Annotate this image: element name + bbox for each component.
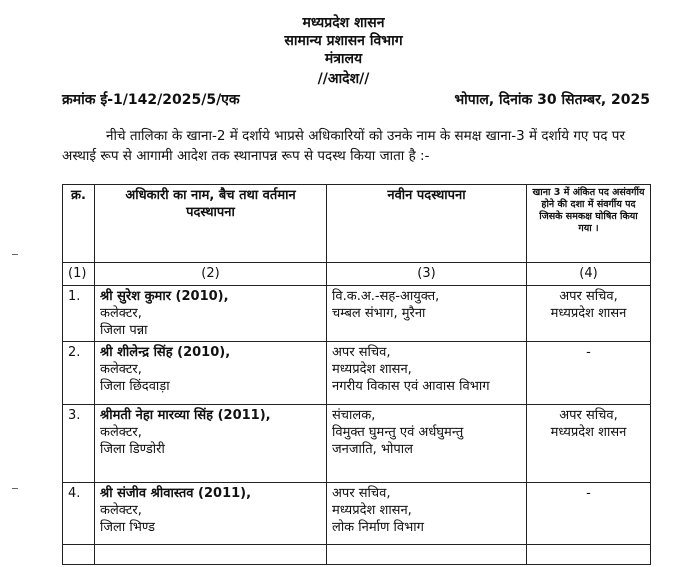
- new-posting-line: नगरीय विकास एवं आवास विभाग: [332, 379, 490, 394]
- department-title: सामान्य प्रशासन विभाग: [284, 33, 403, 49]
- officer-cell: [95, 483, 327, 545]
- declared-post-cell: [527, 483, 651, 545]
- secretariat-title: मंत्रालय: [324, 51, 363, 67]
- table-row: [63, 342, 651, 405]
- officer-name: श्रीमती नेहा मारव्या सिंह (2011),: [100, 408, 271, 423]
- current-post: कलेक्टर,: [100, 425, 142, 440]
- officer-cell: [95, 405, 327, 483]
- declared-post-line: मध्यप्रदेश शासन: [550, 306, 627, 321]
- new-posting-cell: [327, 342, 527, 405]
- place-date: भोपाल, दिनांक 30 सितम्बर, 2025: [454, 92, 650, 108]
- new-posting-line: अपर सचिव,: [332, 345, 391, 360]
- row-sno: 1.: [63, 286, 95, 342]
- column-number: (4): [527, 263, 651, 286]
- empty-cell: [527, 545, 651, 565]
- new-posting-line: अपर सचिव,: [332, 486, 391, 501]
- header-declared-post: खाना 3 में अंकित पद असंवर्गीय होने की दशा में संवर्गीय पद जिसके समकक्ष घोषित किया गया ।: [527, 185, 651, 263]
- table-row: [63, 405, 651, 483]
- row-sno: 3.: [63, 405, 95, 483]
- intro-paragraph: [62, 126, 662, 166]
- current-place: जिला भिण्ड: [100, 520, 155, 535]
- column-number: (2): [95, 263, 327, 286]
- margin-mark: [12, 254, 18, 255]
- new-posting-line: संचालक,: [332, 408, 376, 423]
- current-place: जिला छिंदवाड़ा: [100, 379, 170, 394]
- new-posting-line: वि.क.अ.-सह-आयुक्त,: [332, 289, 440, 304]
- postings-table: [62, 184, 651, 565]
- officer-name: श्री सुरेश कुमार (2010),: [100, 289, 229, 304]
- empty-cell: [327, 545, 527, 565]
- table-row-partial: [63, 545, 651, 565]
- current-place: जिला डिण्डोरी: [100, 442, 165, 457]
- new-posting-line: मध्यप्रदेश शासन,: [332, 503, 412, 518]
- current-post: कलेक्टर,: [100, 503, 142, 518]
- new-posting-line: जनजाति, भोपाल: [332, 442, 413, 457]
- header-new-posting: नवीन पदस्थापना: [327, 185, 527, 263]
- margin-mark: [12, 488, 18, 489]
- empty-cell: [63, 545, 95, 565]
- declared-post-line: अपर सचिव,: [559, 408, 618, 423]
- row-sno: 2.: [63, 342, 95, 405]
- column-number-row: [63, 263, 651, 286]
- officer-cell: [95, 342, 327, 405]
- new-posting-line: लोक निर्माण विभाग: [332, 520, 424, 535]
- empty-cell: [95, 545, 327, 565]
- current-place: जिला पन्ना: [100, 323, 148, 338]
- header-officer: अधिकारी का नाम, बैच तथा वर्तमान पदस्थापना: [95, 185, 327, 263]
- declared-post-line: -: [586, 486, 591, 501]
- column-number: (1): [63, 263, 95, 286]
- row-sno: 4.: [63, 483, 95, 545]
- declared-post-line: अपर सचिव,: [559, 289, 618, 304]
- declared-post-cell: [527, 286, 651, 342]
- officer-cell: [95, 286, 327, 342]
- officer-name: श्री संजीव श्रीवास्तव (2011),: [100, 486, 252, 501]
- intro-text: नीचे तालिका के खाना-2 में दर्शाये भाप्रसे अधिकारियों को उनके नाम के समक्ष खाना-3 में दर्शाये गए पद पर अस्थाई रूप से आगामी आदेश तक स्थानापन्न रूप से पदस्थ किया जाता है :-: [62, 128, 625, 164]
- new-posting-cell: [327, 483, 527, 545]
- new-posting-cell: [327, 286, 527, 342]
- declared-post-cell: [527, 342, 651, 405]
- declared-post-cell: [527, 405, 651, 483]
- table-row: [63, 286, 651, 342]
- declared-post-line: मध्यप्रदेश शासन: [550, 425, 627, 440]
- table-row: [63, 483, 651, 545]
- header-sno: क्र.: [63, 185, 95, 263]
- current-post: कलेक्टर,: [100, 362, 142, 377]
- order-title: //आदेश//: [317, 71, 370, 87]
- new-posting-line: मध्यप्रदेश शासन,: [332, 362, 412, 377]
- new-posting-cell: [327, 405, 527, 483]
- new-posting-line: चम्बल संभाग, मुरैना: [332, 306, 426, 321]
- officer-name: श्री शीलेन्द्र सिंह (2010),: [100, 345, 231, 360]
- column-number: (3): [327, 263, 527, 286]
- table-header-row: [63, 185, 651, 263]
- govt-title: मध्यप्रदेश शासन: [302, 15, 385, 31]
- current-post: कलेक्टर,: [100, 306, 142, 321]
- new-posting-line: विमुक्त घुमन्तु एवं अर्धघुमन्तु: [332, 425, 464, 440]
- declared-post-line: -: [586, 345, 591, 360]
- order-reference: क्रमांक ई-1/142/2025/5/एक: [62, 92, 240, 108]
